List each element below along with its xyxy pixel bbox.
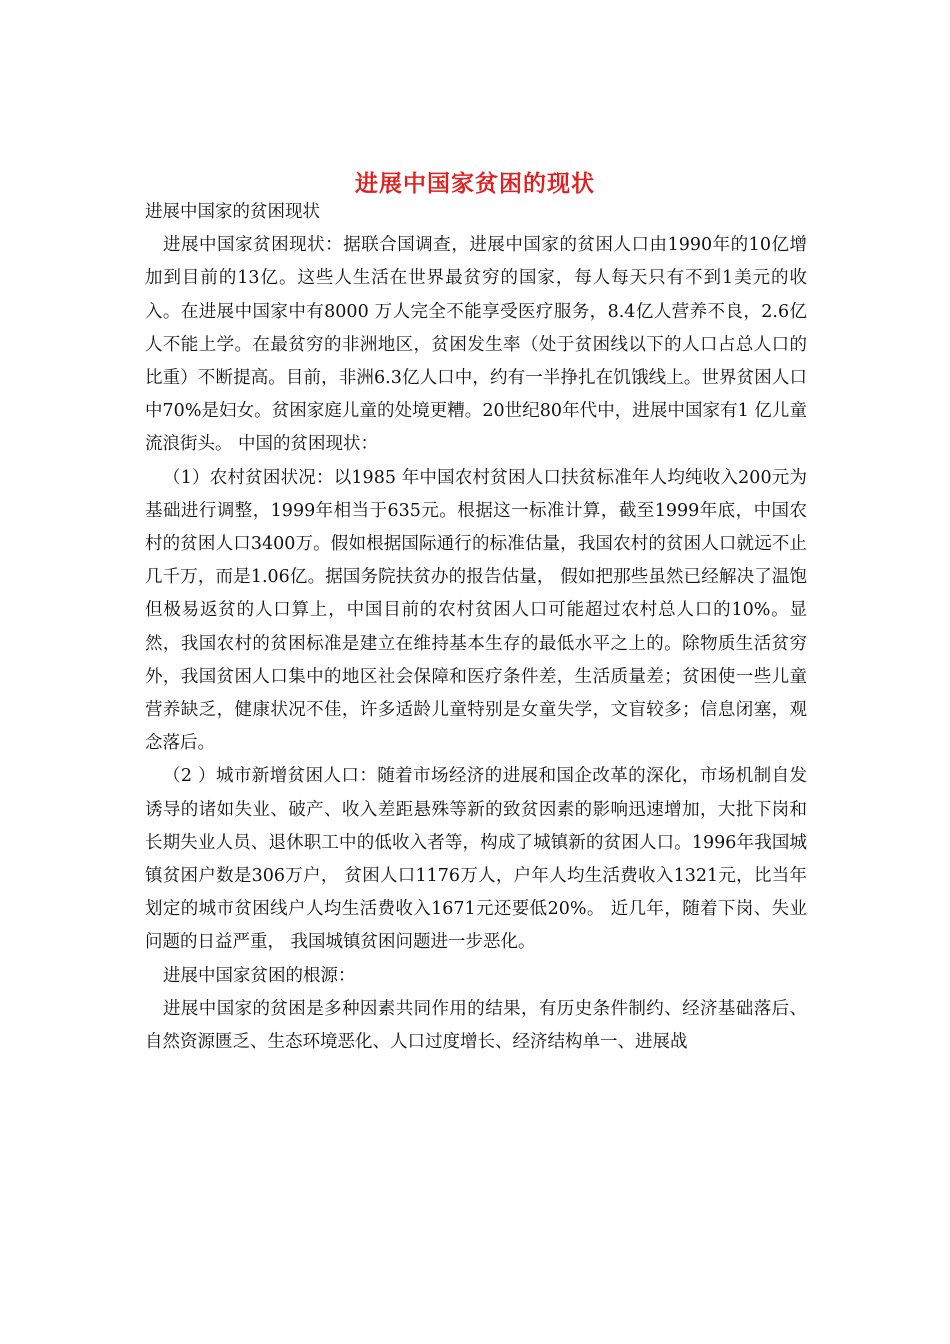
paragraph-causes: 进展中国家的贫困是多种因素共同作用的结果，有历史条件制约、经济基础落后、自然资源匮乏、生态环境恶化、人口过度增长、经济结构单一、进展战 xyxy=(145,998,807,1053)
paragraph-urban-poverty: （2 ）城市新增贫困人口：随着市场经济的进展和国企改革的深化，市场机制自发诱导的诸如失业、破产、收入差距悬殊等新的致贫因素的影响迅速增加，大批下岗和长期失业人员、退休职工中的低收入者等，构成了城镇新的贫困人口。1996年我国城镇贫困户数是306万户， 贫困人口1176万人，户年人均生活费收入1321元，比当年划定的城市贫困线户人均生活费收入1671元还要低20%。 近几年，随着下岗、失业问题的日益严重， 我国城镇贫困问题进一步恶化。 xyxy=(145,766,807,953)
paragraph-overview: 进展中国家贫困现状：据联合国调查，进展中国家的贫困人口由1990年的10亿增加到目前的13亿。这些人生活在世界最贫穷的国家，每人每天只有不到1美元的收入。在进展中国家中有8000 万人完全不能享受医疗服务，8.4亿人营养不良，2.6亿人不能上学。在最贫穷的非洲地区，贫困发生率（处于贫困线以下的人口占总人口的比重）不断提高。目前，非洲6.3亿人口中，约有一半挣扎在饥饿线上。世界贫困人口中70%是妇女。贫困家庭儿童的处境更糟。20世纪80年代中，进展中国家有1 亿儿童流浪街头。 中国的贫困现状： xyxy=(145,235,807,455)
paragraph-subtitle: 进展中国家的贫困现状 xyxy=(145,202,320,222)
document-body xyxy=(145,196,807,1059)
document-title: 进展中国家贫困的现状 xyxy=(355,171,595,198)
paragraph-rural-poverty: （1）农村贫困状况：以1985 年中国农村贫困人口扶贫标准年人均纯收入200元为基础进行调整，1999年相当于635元。根据这一标准计算，截至1999年底，中国农村的贫困人口3400万。假如根据国际通行的标准估量，我国农村的贫困人口就远不止几千万，而是1.06亿。据国务院扶贫办的报告估量， 假如把那些虽然已经解决了温饱但极易返贫的人口算上，中国目前的农村贫困人口可能超过农村总人口的10%。显然，我国农村的贫困标准是建立在维持基本生存的最低水平之上的。除物质生活贫穷外，我国贫困人口集中的地区社会保障和医疗条件差，生活质量差；贫困使一些儿童营养缺乏，健康状况不佳，许多适龄儿童特别是女童失学，文盲较多；信息闭塞，观念落后。 xyxy=(145,467,807,754)
paragraph-causes-heading: 进展中国家贫困的根源： xyxy=(163,965,356,986)
